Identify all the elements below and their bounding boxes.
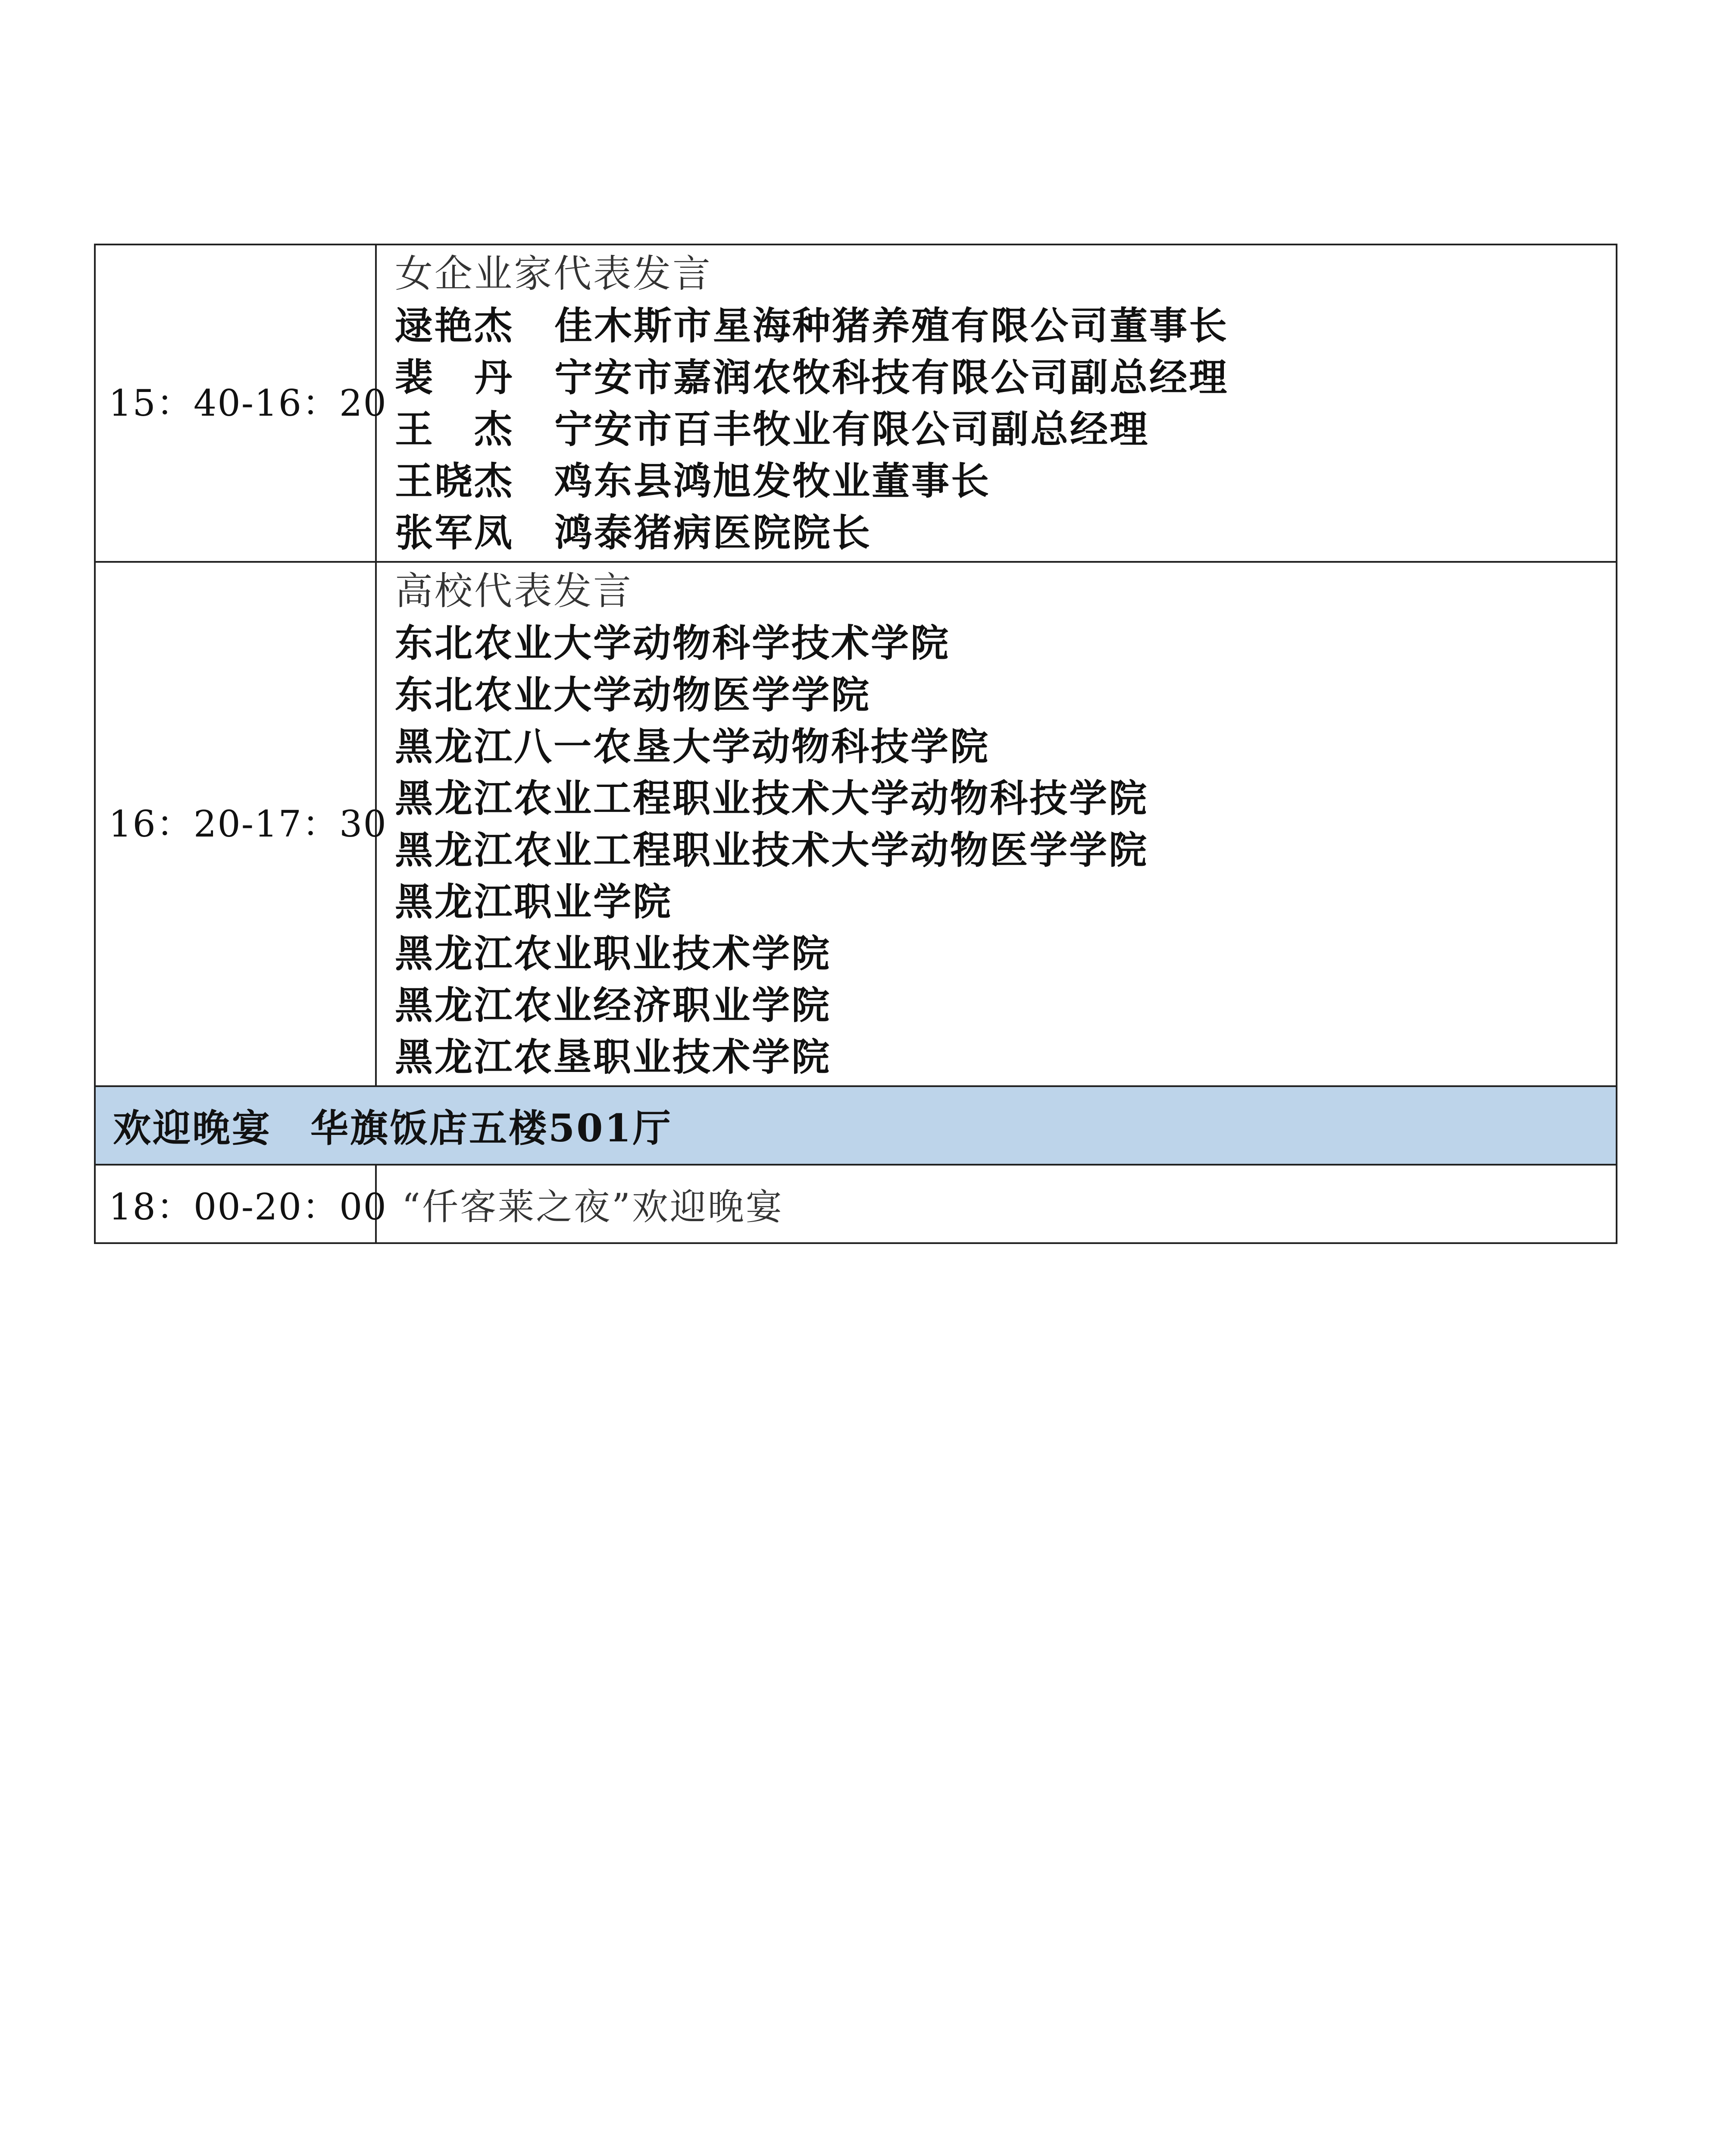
time-cell: 16：20-17：30: [95, 562, 376, 1086]
speaker-name: 王晓杰: [395, 458, 514, 503]
content-cell: [376, 562, 1617, 1086]
speaker-title: 鸡东县鸿旭发牧业董事长: [554, 458, 991, 503]
agenda-table: [94, 244, 1617, 1244]
speaker-line: [395, 507, 1616, 558]
speaker-line: [395, 351, 1616, 403]
agenda-row-women-entrepreneurs: [95, 244, 1617, 562]
agenda-row-banquet: [95, 1165, 1617, 1243]
section-header-cell: [95, 1086, 1617, 1165]
time-cell: 18：00-20：00: [95, 1165, 376, 1243]
institution-line: 黑龙江八一农垦大学动物科技学院: [395, 724, 990, 769]
time-cell: 15：40-16：20: [95, 244, 376, 562]
session-heading: 女企业家代表发言: [395, 251, 713, 296]
institution-line: 东北农业大学动物科学技术学院: [395, 620, 951, 665]
institution-line: 黑龙江职业学院: [395, 879, 673, 924]
speaker-title: 宁安市嘉润农牧科技有限公司副总经理: [554, 355, 1229, 400]
speaker-name: 张军凤: [395, 510, 514, 555]
speaker-title: 宁安市百丰牧业有限公司副总经理: [554, 407, 1150, 451]
institution-line: 黑龙江农业职业技术学院: [395, 931, 832, 976]
agenda-row-universities: [95, 562, 1617, 1086]
speaker-line: [395, 300, 1616, 351]
speaker-line: [395, 403, 1616, 455]
section-venue: 华旗饭店五楼501厅: [310, 1106, 673, 1150]
speaker-name: 逯艳杰: [395, 303, 514, 348]
section-title: 欢迎晚宴: [113, 1106, 272, 1150]
institution-line: 黑龙江农业工程职业技术大学动物科技学院: [395, 776, 1149, 821]
speaker-title: 佳木斯市星海种猪养殖有限公司董事长: [554, 303, 1229, 348]
session-heading: 高校代表发言: [395, 569, 633, 613]
institution-line: 黑龙江农垦职业技术学院: [395, 1034, 832, 1079]
institution-line: 黑龙江农业经济职业学院: [395, 983, 832, 1028]
institution-line: 黑龙江农业工程职业技术大学动物医学学院: [395, 827, 1149, 872]
section-header-row: [95, 1086, 1617, 1165]
content-cell: [376, 244, 1617, 562]
speaker-name: 裴 丹: [395, 355, 514, 400]
speaker-title: 鸿泰猪病医院院长: [554, 510, 872, 555]
speaker-line: [395, 455, 1616, 507]
banquet-description: “仟客莱之夜”欢迎晚宴: [376, 1165, 1617, 1243]
speaker-name: 王 杰: [395, 407, 514, 451]
institution-line: 东北农业大学动物医学学院: [395, 672, 871, 717]
